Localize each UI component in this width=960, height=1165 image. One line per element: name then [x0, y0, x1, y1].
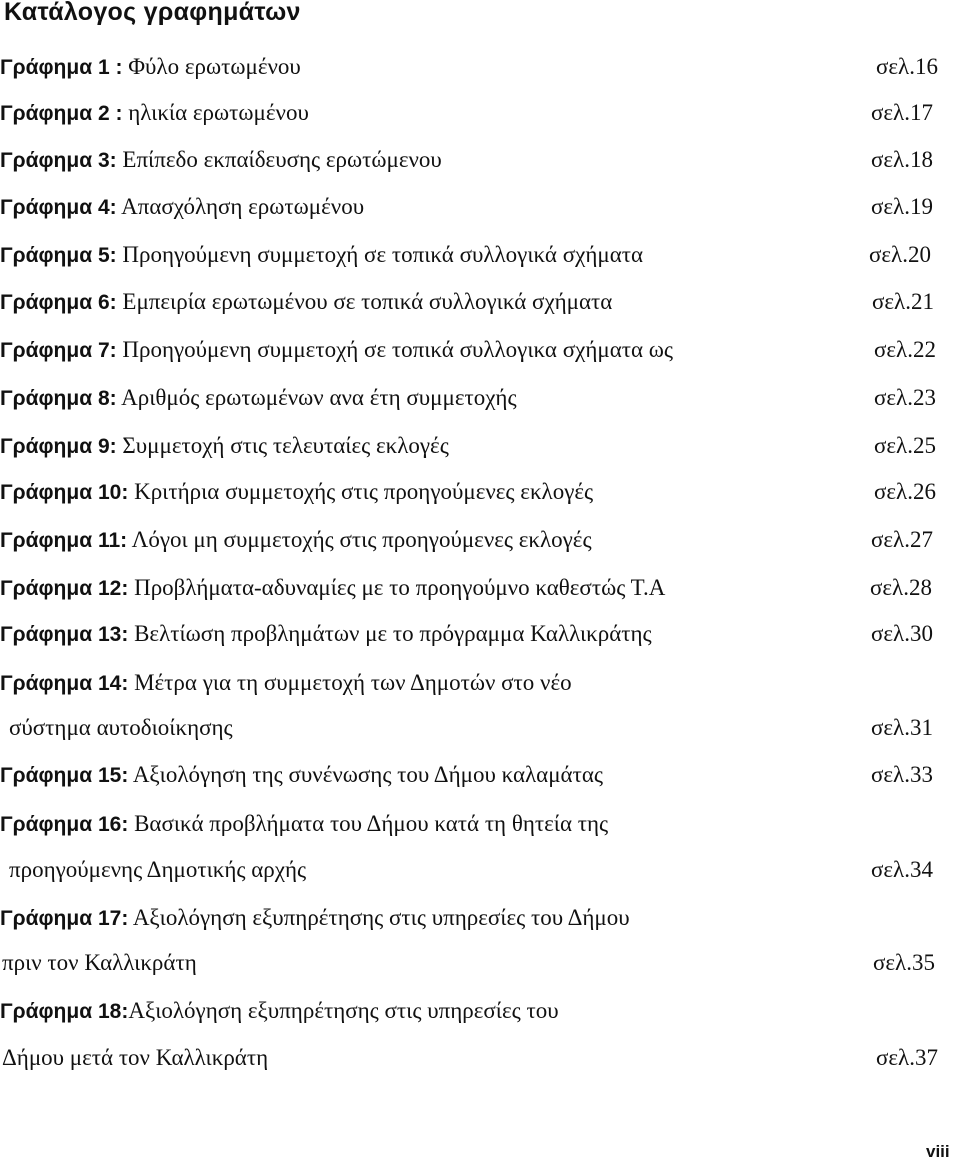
- entry-label: Γράφημα 8:: [0, 387, 117, 410]
- entry-text: Βελτίωση προβλημάτων με το πρόγραμμα Καλλικράτης: [134, 621, 652, 646]
- entry-text: Προηγούμενη συμμετοχή σε τοπικά συλλογικα σχήματα ως: [122, 337, 674, 362]
- entry-page: σελ.26: [874, 479, 936, 504]
- entry-text: Συμμετοχή στις τελευταίες εκλογές: [122, 433, 449, 458]
- entry-page: σελ.21: [872, 289, 934, 314]
- entry-page: σελ.35: [873, 950, 935, 975]
- entry-text: Φύλο ερωτωμένου: [128, 54, 301, 79]
- list-item: [0, 525, 592, 555]
- entry-label: Γράφημα 6:: [0, 291, 117, 314]
- entry-label: Γράφημα 18:: [0, 1000, 129, 1023]
- list-item: [0, 383, 517, 413]
- entry-page: σελ.34: [871, 857, 933, 882]
- entry-text: Προηγούμενη συμμετοχή σε τοπικά συλλογικά σχήματα: [122, 242, 644, 267]
- entry-label: Γράφημα 12:: [0, 577, 129, 600]
- entry-label: Γράφημα 1 :: [0, 56, 123, 79]
- page-number: viii: [926, 1142, 950, 1161]
- entry-label: Γράφημα 5:: [0, 244, 117, 267]
- list-item: [0, 431, 449, 461]
- entry-text: Αξιολόγηση της συνένωσης του Δήμου καλαμάτας: [132, 762, 603, 787]
- entry-label: Γράφημα 10:: [0, 481, 129, 504]
- entry-label: Γράφημα 7:: [0, 339, 117, 362]
- entry-continuation: πριν τον Καλλικράτη: [2, 950, 197, 975]
- entry-label: Γράφημα 4:: [0, 196, 117, 219]
- entry-label: Γράφημα 16:: [0, 813, 129, 836]
- list-item: [0, 240, 643, 270]
- entry-label: Γράφημα 17:: [0, 907, 129, 930]
- entry-page: σελ.16: [876, 54, 938, 79]
- list-item: [0, 98, 309, 128]
- entry-text: Αξιολόγηση εξυπηρέτησης στις υπηρεσίες του Δήμου: [132, 905, 630, 930]
- entry-label: Γράφημα 14:: [0, 672, 129, 695]
- list-item: [0, 477, 593, 507]
- list-item: [0, 619, 652, 649]
- entry-text: Λόγοι μη συμμετοχής στις προηγούμενες εκλογές: [131, 527, 592, 552]
- page-title: Κατάλογος γραφημάτων: [4, 0, 301, 26]
- entry-label: Γράφημα 9:: [0, 435, 117, 458]
- entry-page: σελ.17: [871, 100, 933, 125]
- entry-label: Γράφημα 2 :: [0, 102, 123, 125]
- entry-label: Γράφημα 15:: [0, 764, 129, 787]
- entry-text: Αριθμός ερωτωμένων ανα έτη συμμετοχής: [121, 385, 517, 410]
- entry-page: σελ.22: [874, 337, 936, 362]
- list-item: [0, 52, 301, 82]
- list-item: [0, 287, 612, 317]
- entry-text: Απασχόληση ερωτωμένου: [121, 194, 365, 219]
- list-item: [0, 668, 572, 698]
- entry-continuation: προηγούμενης Δημοτικής αρχής: [9, 857, 307, 882]
- entry-text: ηλικία ερωτωμένου: [128, 100, 309, 125]
- list-item: [0, 760, 603, 790]
- entry-text: Επίπεδο εκπαίδευσης ερωτώμενου: [122, 147, 442, 172]
- entry-text: Κριτήρια συμμετοχής στις προηγούμενες εκλογές: [134, 479, 594, 504]
- entry-continuation: Δήμου μετά τον Καλλικράτη: [2, 1045, 269, 1070]
- entry-page: σελ.27: [871, 527, 933, 552]
- entry-page: σελ.25: [874, 433, 936, 458]
- entry-page: σελ.33: [871, 762, 933, 787]
- entry-text: Εμπειρία ερωτωμένου σε τοπικά συλλογικά σχήματα: [122, 289, 613, 314]
- list-item: [0, 335, 673, 365]
- entry-text: Αξιολόγηση εξυπηρέτησης στις υπηρεσίες του: [128, 998, 559, 1023]
- list-item: [0, 996, 559, 1026]
- entry-text: Μέτρα για τη συμμετοχή των Δημοτών στο νέο: [134, 670, 572, 695]
- entry-page: σελ.23: [874, 385, 936, 410]
- list-item: [0, 809, 608, 839]
- list-item: [0, 192, 364, 222]
- list-item: [0, 903, 630, 933]
- entry-page: σελ.18: [871, 147, 933, 172]
- entry-label: Γράφημα 3:: [0, 149, 117, 172]
- entry-text: Προβλήματα-αδυναμίες με το προηγούμνο καθεστώς Τ.Α: [134, 575, 666, 600]
- entry-page: σελ.28: [870, 575, 932, 600]
- entry-text: Βασικά προβλήματα του Δήμου κατά τη θητεία της: [134, 811, 609, 836]
- entry-continuation: σύστημα αυτοδιοίκησης: [9, 715, 233, 740]
- entry-page: σελ.31: [871, 715, 933, 740]
- entry-page: σελ.19: [871, 194, 933, 219]
- list-item: [0, 145, 442, 175]
- entry-page: σελ.30: [871, 621, 933, 646]
- list-item: [0, 573, 665, 603]
- entry-label: Γράφημα 11:: [0, 529, 128, 552]
- entry-page: σελ.37: [876, 1045, 938, 1070]
- entry-label: Γράφημα 13:: [0, 623, 129, 646]
- entry-page: σελ.20: [869, 242, 931, 267]
